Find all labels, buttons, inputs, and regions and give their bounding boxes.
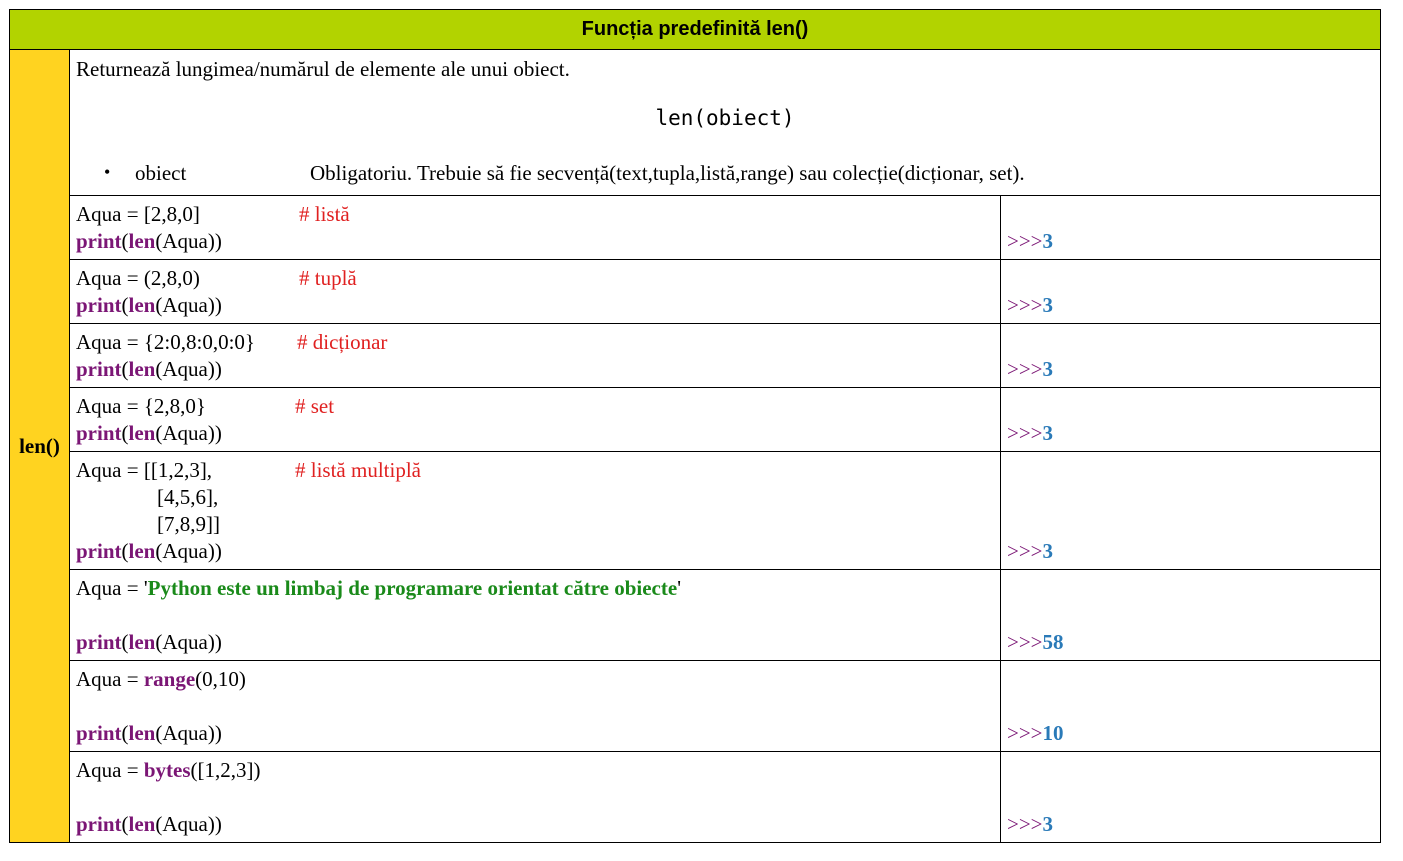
comment: # tuplă: [299, 266, 357, 290]
func-args: (0,10): [195, 667, 246, 691]
output-cell: [1001, 452, 1380, 569]
print-keyword: print: [76, 229, 122, 253]
example-row-dict: [70, 324, 1380, 388]
output-value: 10: [1042, 721, 1064, 745]
assign-line: [76, 757, 261, 784]
len-keyword: len: [128, 229, 156, 253]
assign-prefix: Aqua =: [76, 667, 144, 691]
output-value: 3: [1042, 812, 1054, 836]
func-args: ([1,2,3]): [190, 758, 261, 782]
len-keyword: len: [128, 630, 156, 654]
code-cell: [70, 452, 1001, 569]
output-line: [1007, 292, 1053, 319]
output-value: 3: [1042, 539, 1054, 563]
print-keyword: print: [76, 357, 122, 381]
example-row-range: [70, 661, 1380, 752]
assign-suffix: ': [677, 576, 681, 600]
output-value: 3: [1042, 357, 1054, 381]
example-row-string: [70, 570, 1380, 661]
prompt: >>>: [1007, 539, 1043, 563]
prompt: >>>: [1007, 229, 1043, 253]
comment: # set: [295, 394, 335, 418]
side-label: len(): [10, 50, 70, 842]
table-title: Funcția predefinită len(): [10, 10, 1380, 50]
output-value: 3: [1042, 421, 1054, 445]
comment: # listă multiplă: [295, 458, 421, 482]
len-keyword: len: [128, 721, 156, 745]
assign-line: Aqua = {2:0,8:0,0:0}: [76, 330, 255, 354]
print-line: print(len(Aqua)): [76, 357, 222, 381]
print-line: print(len(Aqua)): [76, 539, 222, 563]
print-line: print(len(Aqua)): [76, 630, 222, 654]
example-row-nested-list: [70, 452, 1380, 570]
description-cell: [70, 50, 1380, 196]
print-keyword: print: [76, 812, 122, 836]
assign-line-2: [4,5,6],: [157, 485, 219, 509]
output-line: [1007, 356, 1053, 383]
len-keyword: len: [128, 293, 156, 317]
call-args: (Aqua)): [155, 293, 222, 317]
prompt: >>>: [1007, 630, 1043, 654]
comment: # dicționar: [297, 330, 388, 354]
output-cell: [1001, 570, 1380, 660]
print-line: print(len(Aqua)): [76, 421, 222, 445]
assign-line-3: [7,8,9]]: [157, 512, 220, 536]
output-line: [1007, 538, 1053, 565]
call-args: (Aqua)): [155, 721, 222, 745]
output-line: [1007, 811, 1053, 838]
print-keyword: print: [76, 630, 122, 654]
print-line: print(len(Aqua)): [76, 721, 222, 745]
print-line: print(len(Aqua)): [76, 293, 222, 317]
assign-line: [76, 575, 681, 602]
example-row-set: [70, 388, 1380, 452]
prompt: >>>: [1007, 357, 1043, 381]
output-cell: [1001, 260, 1380, 323]
output-line: [1007, 720, 1064, 747]
len-keyword: len: [128, 539, 156, 563]
len-keyword: len: [128, 421, 156, 445]
example-row-list: [70, 196, 1380, 260]
bytes-keyword: bytes: [143, 758, 191, 782]
string-literal: Python este un limbaj de programare orientat către obiecte: [147, 576, 678, 600]
code-cell: [70, 388, 1001, 451]
bullet-icon: •: [104, 162, 111, 182]
output-value: 3: [1042, 293, 1054, 317]
len-function-table: [9, 9, 1381, 843]
assign-line: Aqua = [[1,2,3],: [76, 458, 213, 482]
print-keyword: print: [76, 539, 122, 563]
assign-line: Aqua = [2,8,0]: [76, 202, 200, 226]
prompt: >>>: [1007, 721, 1043, 745]
code-cell: [70, 661, 1001, 751]
comment: # listă: [299, 202, 350, 226]
print-keyword: print: [76, 421, 122, 445]
assign-prefix: Aqua =: [76, 758, 144, 782]
call-args: (Aqua)): [155, 539, 222, 563]
output-value: 3: [1042, 229, 1054, 253]
prompt: >>>: [1007, 293, 1043, 317]
summary-text: Returnează lungimea/numărul de elemente ale unui obiect.: [76, 57, 570, 81]
output-cell: [1001, 752, 1380, 842]
output-cell: [1001, 661, 1380, 751]
example-row-bytes: [70, 752, 1380, 842]
example-row-tuple: [70, 260, 1380, 324]
call-args: (Aqua)): [155, 812, 222, 836]
call-args: (Aqua)): [155, 630, 222, 654]
call-args: (Aqua)): [155, 229, 222, 253]
param-name: obiect: [135, 161, 187, 185]
code-cell: [70, 196, 1001, 259]
code-cell: [70, 324, 1001, 387]
print-keyword: print: [76, 721, 122, 745]
output-cell: [1001, 388, 1380, 451]
output-line: [1007, 228, 1053, 255]
len-keyword: len: [128, 812, 156, 836]
len-keyword: len: [128, 357, 156, 381]
code-cell: [70, 570, 1001, 660]
code-cell: [70, 752, 1001, 842]
output-line: [1007, 420, 1053, 447]
assign-line: Aqua = (2,8,0): [76, 266, 200, 290]
assign-prefix: Aqua = ': [76, 576, 148, 600]
call-args: (Aqua)): [155, 357, 222, 381]
print-keyword: print: [76, 293, 122, 317]
call-args: (Aqua)): [155, 421, 222, 445]
range-keyword: range: [143, 667, 196, 691]
output-value: 58: [1042, 630, 1064, 654]
syntax-text: len(obiect): [655, 106, 795, 130]
assign-line: Aqua = {2,8,0}: [76, 394, 206, 418]
prompt: >>>: [1007, 812, 1043, 836]
output-cell: [1001, 196, 1380, 259]
assign-line: [76, 666, 246, 693]
print-line: print(len(Aqua)): [76, 229, 222, 253]
output-line: [1007, 629, 1064, 656]
param-description: Obligatoriu. Trebuie să fie secvență(text,tupla,listă,range) sau colecție(dicționar, set).: [310, 161, 1025, 185]
print-line: print(len(Aqua)): [76, 812, 222, 836]
prompt: >>>: [1007, 421, 1043, 445]
code-cell: [70, 260, 1001, 323]
output-cell: [1001, 324, 1380, 387]
